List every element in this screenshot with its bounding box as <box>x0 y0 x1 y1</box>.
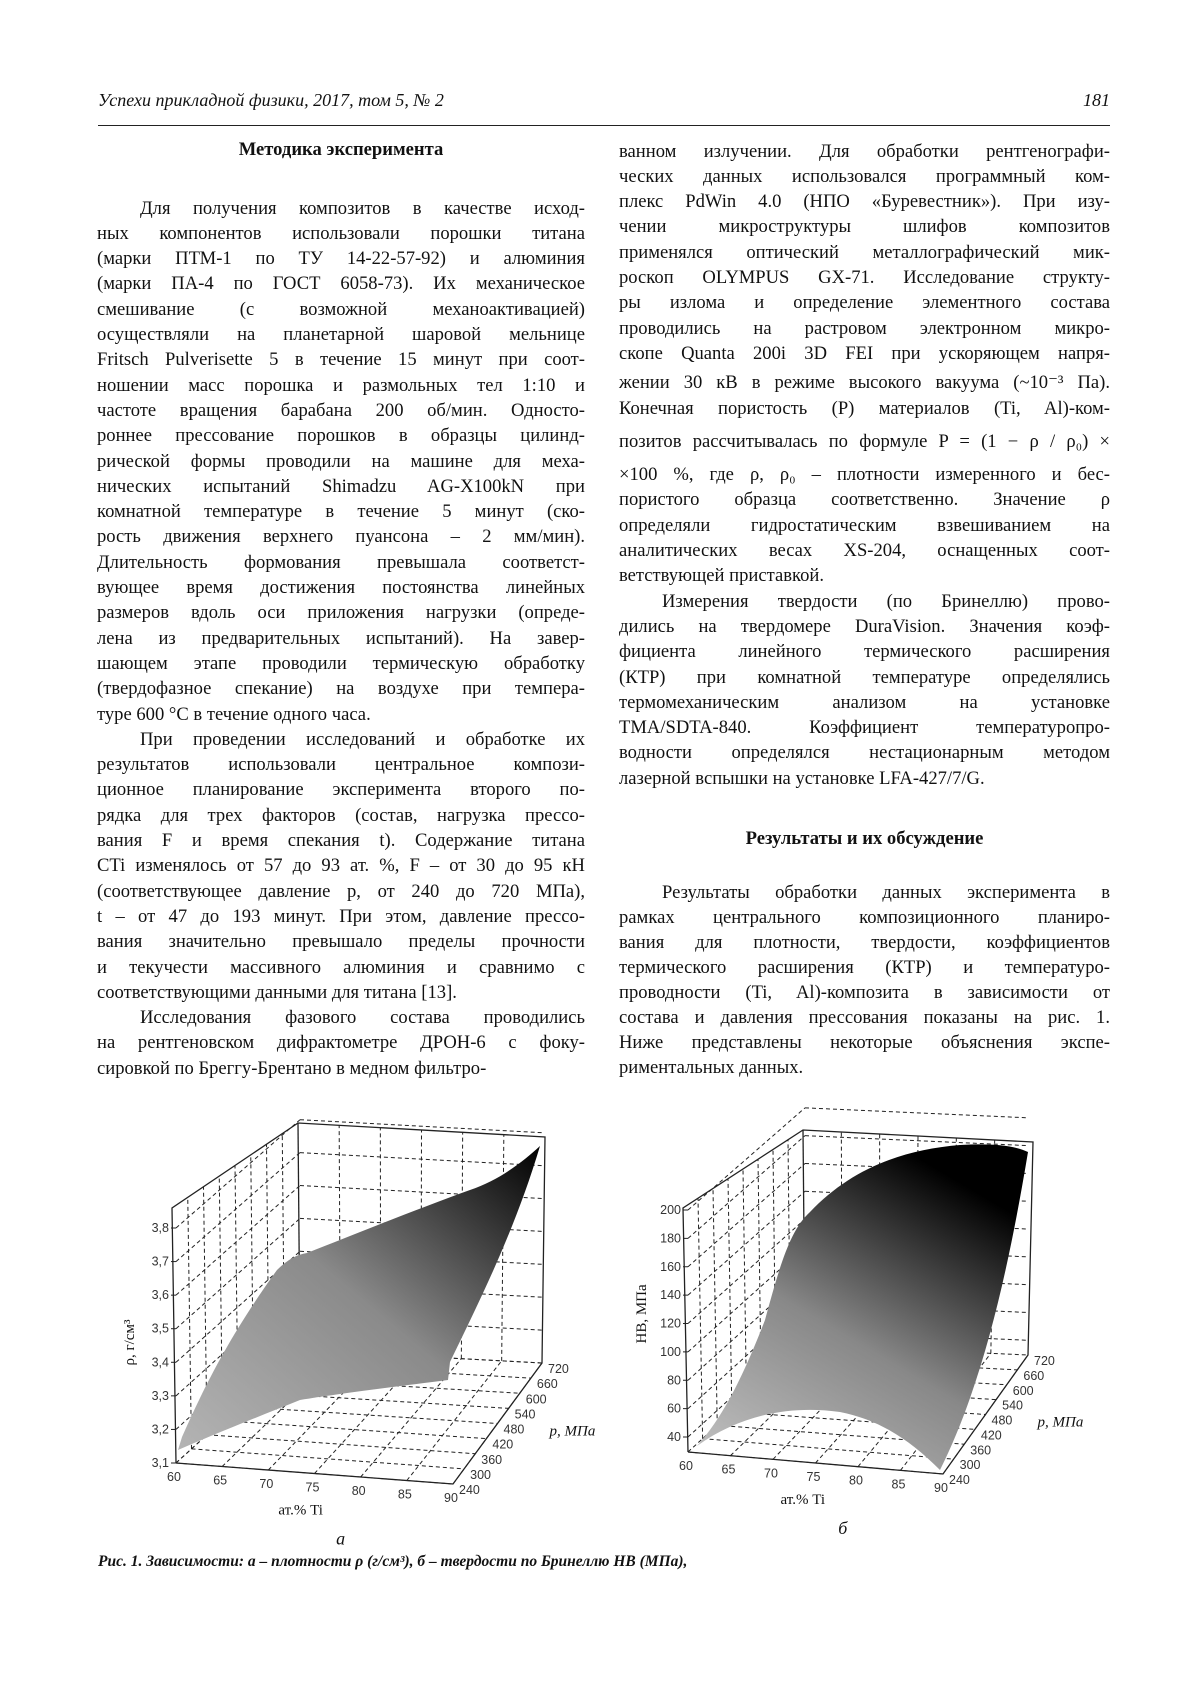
text-line: пористого образца соответственно. Значение ρ <box>619 489 1110 511</box>
text-line: Длительность формования превышала соответст- <box>97 551 585 573</box>
x-tick-label: 70 <box>764 1466 778 1481</box>
y-tick-label: 660 <box>536 1377 558 1392</box>
text-line: (марки ПТМ-1 по ТУ 14-22-57-92) и алюминия <box>97 248 585 270</box>
y-tick-label: 360 <box>970 1443 992 1458</box>
y-axis-label: p, МПа <box>1037 1414 1084 1431</box>
text-line: Для получения композитов в качестве исход- <box>140 197 585 219</box>
text-line: результатов использовали центральное компози- <box>97 754 585 776</box>
text-line: жении 30 кВ в режиме высокого вакуума (~10⁻³ Па). <box>619 372 1110 394</box>
y-tick-label: 600 <box>1012 1383 1034 1398</box>
text-line: определяли гидростатическим взвешиванием на <box>619 514 1110 536</box>
text-line: Fritsch Pulverisette 5 в течение 15 минут при соот- <box>97 349 585 371</box>
text-line: скопе Quanta 200i 3D FEI при ускоряющем напря- <box>619 342 1110 364</box>
text-line: вующее время достижения постоянства линейных <box>97 577 585 598</box>
text-line: чении микроструктуры шлифов композитов <box>619 216 1110 238</box>
x-tick-label: 65 <box>213 1473 228 1488</box>
z-axis-label: HB, МПа <box>634 1284 650 1344</box>
text-line: Конечная пористость (P) материалов (Ti, Al)-ком- <box>619 397 1110 419</box>
x-tick-label: 85 <box>397 1487 412 1502</box>
text-line: t – от 47 до 193 минут. При этом, давление прессо- <box>97 905 585 927</box>
text-line: нических испытаний Shimadzu AG-X100kN при <box>97 475 585 497</box>
text-line: ×100 %, где ρ, ρ₀ – плотности измеренного и бес- <box>619 464 1110 486</box>
z-tick-label: 3,8 <box>151 1221 169 1235</box>
y-tick-label: 240 <box>949 1473 970 1487</box>
text-line: шающем этапе проводили термическую обработку <box>97 652 585 674</box>
side-grid-line <box>176 1153 300 1262</box>
x-axis-label: ат.% Ti <box>278 1502 323 1519</box>
text-line: термомеханическим анализом на установке <box>619 691 1110 713</box>
x-tick-label: 90 <box>444 1491 458 1505</box>
text-line: фициента линейного термического расширения <box>619 641 1110 663</box>
y-axis-label: p, МПа <box>549 1423 596 1440</box>
text-line: роннее прессование порошков в образцы цилинд- <box>97 425 585 447</box>
hardness-surface-plot <box>634 1108 1083 1538</box>
text-line: вания значительно превышало пределы прочности <box>97 931 585 953</box>
text-line: вания для плотности, твердости, коэффициентов <box>619 931 1110 953</box>
text-line: (твердофазное спекание) на воздухе при темпера- <box>97 678 585 700</box>
section-heading-methods: Методика эксперимента <box>238 139 444 160</box>
text-line: лазерной вспышки на установке LFA-427/7/G. <box>619 767 985 789</box>
z-tick-label: 40 <box>667 1430 681 1444</box>
z-tick-label: 60 <box>667 1401 681 1416</box>
text-line: применялся оптический металлографический мик- <box>619 241 1110 263</box>
x-tick-label: 60 <box>167 1470 181 1484</box>
text-line: ветствующей приставкой. <box>619 565 824 587</box>
text-line: ношении масс порошка и размольных тел 1:10 и <box>97 374 585 396</box>
side-grid-line <box>713 1189 717 1426</box>
text-line: роскоп OLYMPUS GX-71. Исследование структу- <box>619 267 1110 288</box>
text-line: (КТР) при комнатной температуре определялись <box>619 666 1110 688</box>
text-line: CTi изменялось от 57 до 93 ат. %, F – от 30 до 95 кН <box>97 855 585 877</box>
text-line: вания F и время спекания t). Содержание титана <box>97 830 585 851</box>
density-surface-plot <box>122 1120 595 1549</box>
text-line: ционное планирование эксперимента второго по- <box>97 779 585 801</box>
page-number: 181 <box>1083 90 1110 110</box>
side-grid-line <box>698 1198 703 1438</box>
y-tick-label: 720 <box>548 1362 569 1376</box>
z-tick-label: 3,1 <box>151 1456 169 1470</box>
journal-header: Успехи прикладной физики, 2017, том 5, № 2 <box>98 90 444 110</box>
text-line: При проведении исследований и обработке их <box>140 728 585 750</box>
text-line: позитов рассчитывалась по формуле P = (1 − ρ / ρ₀) × <box>619 430 1110 452</box>
y-tick-label: 360 <box>481 1452 503 1467</box>
text-line: туре 600 °С в течение одного часа. <box>97 703 371 725</box>
text-line: и текучести массивного алюминия и сравнимо с <box>97 956 585 978</box>
floor-grid-line <box>192 1449 465 1469</box>
text-line: Исследования фазового состава проводились <box>140 1007 585 1029</box>
z-tick-label: 160 <box>660 1259 681 1274</box>
text-line: плекс PdWin 4.0 (НПО «Буревестник»). При изу- <box>619 191 1110 213</box>
figure-caption: Рис. 1. Зависимости: а – плотности ρ (г/см³), б – твердости по Бринеллю HB (МПа), <box>98 1553 688 1570</box>
x-tick-label: 80 <box>849 1473 863 1488</box>
text-line: Ниже представлены некоторые объяснения экспе- <box>619 1032 1110 1054</box>
z-tick-label: 100 <box>660 1344 681 1359</box>
z-axis-label: ρ, г/см³ <box>122 1319 138 1366</box>
x-tick-label: 85 <box>891 1477 906 1492</box>
text-line: осуществляли на планетарной шаровой мельнице <box>97 324 585 345</box>
back-grid-line <box>805 1108 1028 1118</box>
text-line: смешивание (с возможной механоактивацией) <box>97 298 585 320</box>
text-line: риментальных данных. <box>619 1057 804 1079</box>
text-line: дились на твердомере DuraVision. Значения коэф- <box>619 615 1110 637</box>
text-line: рядка для трех факторов (состав, нагрузка прессо- <box>97 804 585 826</box>
z-tick-label: 3,4 <box>151 1355 169 1370</box>
z-tick-label: 3,3 <box>151 1388 169 1403</box>
y-tick-label: 480 <box>991 1413 1013 1428</box>
text-line: сировкой по Бреггу-Брентано в медном фильтро- <box>97 1057 487 1079</box>
y-tick-label: 660 <box>1023 1368 1045 1383</box>
response-surface <box>178 1146 540 1450</box>
text-line: на рентгеновском дифрактометре ДРОН-6 с фоку- <box>97 1032 585 1054</box>
y-tick-label: 240 <box>459 1483 480 1497</box>
panel-label: б <box>838 1517 848 1538</box>
y-tick-label: 300 <box>470 1467 491 1482</box>
z-tick-label: 180 <box>660 1231 681 1246</box>
x-tick-label: 60 <box>679 1459 693 1473</box>
text-line: ческих данных использовался программный ком- <box>619 165 1110 187</box>
response-surface <box>697 1144 1028 1473</box>
y-tick-label: 480 <box>503 1422 525 1437</box>
text-line: частоте вращения барабана 200 об/мин. Односто- <box>97 399 585 421</box>
text-line: (марки ПА-4 по ГОСТ 6058-73). Их механическое <box>97 273 585 295</box>
x-tick-label: 75 <box>806 1470 821 1484</box>
x-axis-label: ат.% Ti <box>780 1491 825 1508</box>
z-tick-label: 3,2 <box>151 1422 169 1437</box>
text-line: рость движения верхнего пуансона – 2 мм/мин). <box>97 526 585 548</box>
text-line: комнатной температуре в течение 5 минут (ско- <box>97 501 585 523</box>
x-tick-label: 75 <box>305 1480 320 1495</box>
text-line: термического расширения (КТР) и температуро- <box>619 956 1110 978</box>
text-line: ры излома и определение элементного состава <box>619 292 1110 314</box>
text-line: лена из предварительных испытаний). На завер- <box>97 627 585 649</box>
z-tick-label: 120 <box>660 1316 681 1331</box>
z-tick-label: 3,5 <box>151 1321 169 1336</box>
text-line: размеров вдоль оси приложения нагрузки (опреде- <box>97 602 585 624</box>
y-tick-label: 420 <box>492 1437 514 1452</box>
side-grid-line <box>188 1197 192 1449</box>
y-tick-label: 540 <box>1002 1398 1023 1413</box>
text-line: водности определялся нестационарным методом <box>619 742 1110 764</box>
z-tick-label: 80 <box>667 1373 681 1388</box>
y-tick-label: 420 <box>980 1428 1002 1443</box>
side-grid-line <box>176 1120 300 1228</box>
side-grid-line <box>688 1108 805 1210</box>
y-tick-label: 720 <box>1034 1354 1055 1368</box>
side-grid-line <box>743 1169 747 1399</box>
z-tick-label: 140 <box>660 1288 681 1303</box>
x-tick-label: 90 <box>934 1481 948 1495</box>
text-line: проводности (Ti, Al)-композита в зависимости от <box>619 981 1110 1003</box>
side-grid-line <box>688 1136 805 1239</box>
section-heading-results: Результаты и их обсуждение <box>745 828 984 849</box>
x-tick-label: 80 <box>351 1484 366 1498</box>
z-tick-label: 200 <box>660 1203 681 1217</box>
text-line: Измерения твердости (по Бринеллю) прово- <box>662 590 1110 612</box>
text-line: соответствующими данными для титана [13]. <box>97 981 457 1003</box>
text-line: TMA/SDTA-840. Коэффициент температуропро- <box>619 717 1110 739</box>
text-line: (соответствующее давление p, от 240 до 720 МПа), <box>97 880 585 902</box>
y-tick-label: 600 <box>525 1392 547 1407</box>
text-line: ных компонентов использовали порошки титана <box>97 222 585 244</box>
panel-label: а <box>336 1528 346 1549</box>
text-line: аналитических весах XS-204, оснащенных соот- <box>619 540 1110 561</box>
y-tick-label: 300 <box>959 1458 981 1473</box>
y-tick-label: 540 <box>514 1407 536 1422</box>
text-line: Результаты обработки данных эксперимента в <box>662 881 1110 903</box>
text-line: рической формы проводили на машине для меха- <box>97 450 585 472</box>
text-line: ванном излучении. Для обработки рентгенографи- <box>619 140 1110 162</box>
x-tick-label: 70 <box>259 1477 274 1491</box>
z-tick-label: 3,7 <box>151 1254 169 1269</box>
text-line: проводились на растровом электронном микро- <box>619 317 1110 339</box>
text-line: рамках центрального композиционного планиро- <box>619 906 1110 928</box>
text-line: состава и давления прессования показаны на рис. 1. <box>619 1007 1110 1028</box>
z-tick-label: 3,6 <box>151 1288 169 1303</box>
side-grid-line <box>728 1179 732 1412</box>
x-tick-label: 65 <box>721 1462 736 1477</box>
